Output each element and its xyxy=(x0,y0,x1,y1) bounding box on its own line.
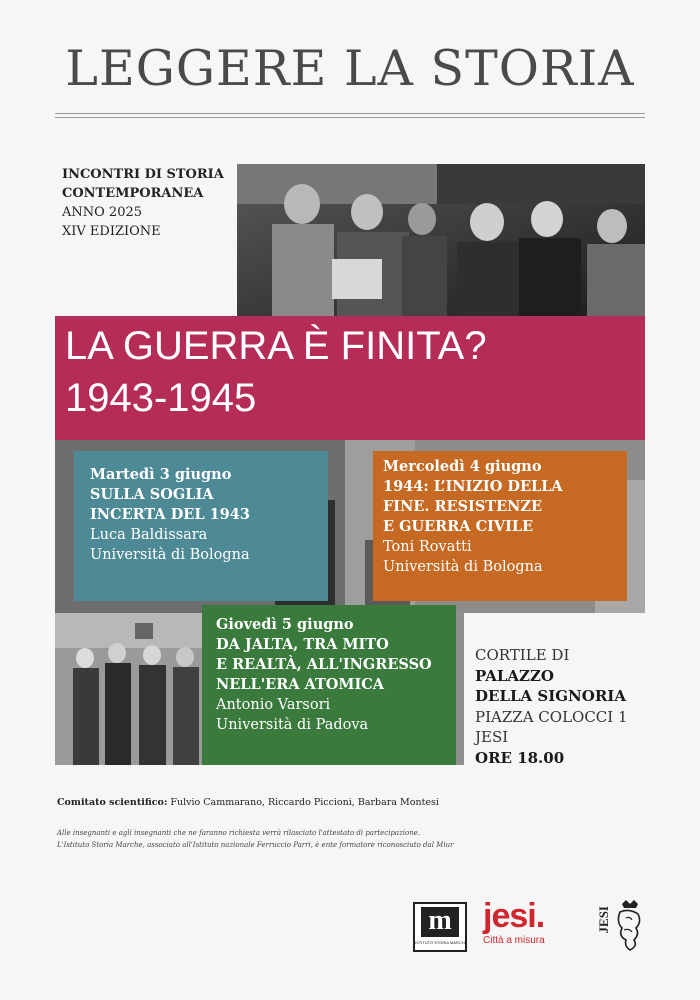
committee-members: Fulvio Cammarano, Riccardo Piccioni, Barbara Montesi xyxy=(167,797,439,808)
series-line-4: XIV EDIZIONE xyxy=(62,224,161,239)
event-3-title-line-3: NELL'ERA ATOMICA xyxy=(216,676,385,693)
event-1-university: Università di Bologna xyxy=(90,547,250,563)
event-1-title-line-1: SULLA SOGLIA xyxy=(90,486,214,503)
bottom-photo-art xyxy=(55,613,202,765)
event-2-title-line-1: 1944: L’INIZIO DELLA xyxy=(383,478,563,495)
venue-line-3: DELLA SIGNORIA xyxy=(475,687,626,705)
ism-logo-letter: m xyxy=(421,907,459,937)
event-3-university: Università di Padova xyxy=(216,717,369,733)
venue-info xyxy=(475,645,628,768)
venue-line-2: PALAZZO xyxy=(475,666,554,685)
top-historical-photo xyxy=(237,164,645,316)
fine-print-line-2: L'Istituto Storia Marche, associato all'Istituto nazionale Ferruccio Parri, è ente formatore riconosciuto dal Miur xyxy=(57,841,454,849)
jesi-vertical-text xyxy=(596,906,610,934)
venue-line-5: JESI xyxy=(475,728,509,746)
event-card-1 xyxy=(74,451,328,601)
jesi-municipal-emblem xyxy=(596,900,644,952)
lion-crest-icon xyxy=(614,900,644,952)
series-line-1: INCONTRI DI STORIA xyxy=(62,167,224,182)
ism-logo-caption: ISTITUTO STORIA MARCHE xyxy=(415,940,468,945)
series-info xyxy=(62,165,224,241)
headline-line-1: LA GUERRA È FINITA? xyxy=(65,324,487,368)
event-card-3 xyxy=(202,605,456,765)
fine-print xyxy=(57,827,617,851)
event-3-title-line-2: E REALTÀ, ALL'INGRESSO xyxy=(216,656,432,673)
event-2-title-line-3: E GUERRA CIVILE xyxy=(383,518,534,535)
event-card-2 xyxy=(373,451,627,601)
scientific-committee xyxy=(57,797,439,808)
title-rule-bottom xyxy=(55,117,645,118)
headline xyxy=(65,320,635,424)
istituto-storia-marche-logo xyxy=(413,902,467,952)
event-1-title-line-2: INCERTA DEL 1943 xyxy=(90,506,250,523)
event-2-title-line-2: FINE. RESISTENZE xyxy=(383,498,543,515)
series-line-2: CONTEMPORANEA xyxy=(62,186,204,201)
event-1-date: Martedì 3 giugno xyxy=(90,466,232,483)
event-2-date: Mercoledì 4 giugno xyxy=(383,458,542,475)
venue-time: ORE 18.00 xyxy=(475,748,565,767)
headline-line-2: 1943-1945 xyxy=(65,376,257,420)
title-rule-top xyxy=(55,113,645,114)
venue-line-1: CORTILE DI xyxy=(475,646,570,664)
event-3-speaker: Antonio Varsori xyxy=(216,697,331,713)
fine-print-line-1: Alle insegnanti e agli insegnanti che ne faranno richiesta verrà rilasciato l'attestato di partecipazione. xyxy=(57,829,421,837)
event-3-date: Giovedì 5 giugno xyxy=(216,616,354,633)
jesi-logo-tagline: Città a misura xyxy=(483,935,545,946)
jesi-logo-word: jesi. xyxy=(483,897,545,935)
event-3-title-line-1: DA JALTA, TRA MITO xyxy=(216,636,389,653)
page-title: LEGGERE LA STORIA xyxy=(65,40,635,97)
series-line-3: ANNO 2025 xyxy=(62,205,143,220)
bottom-historical-photo xyxy=(55,613,202,765)
event-1-speaker: Luca Baldissara xyxy=(90,527,208,543)
jesi-vertical-label: JESI xyxy=(595,906,611,934)
event-2-university: Università di Bologna xyxy=(383,559,543,575)
top-photo-art xyxy=(237,164,645,316)
event-2-speaker: Toni Rovatti xyxy=(383,539,472,555)
jesi-city-logo xyxy=(483,899,575,949)
committee-label: Comitato scientifico: xyxy=(57,797,168,808)
venue-line-4: PIAZZA COLOCCI 1 xyxy=(475,707,628,726)
